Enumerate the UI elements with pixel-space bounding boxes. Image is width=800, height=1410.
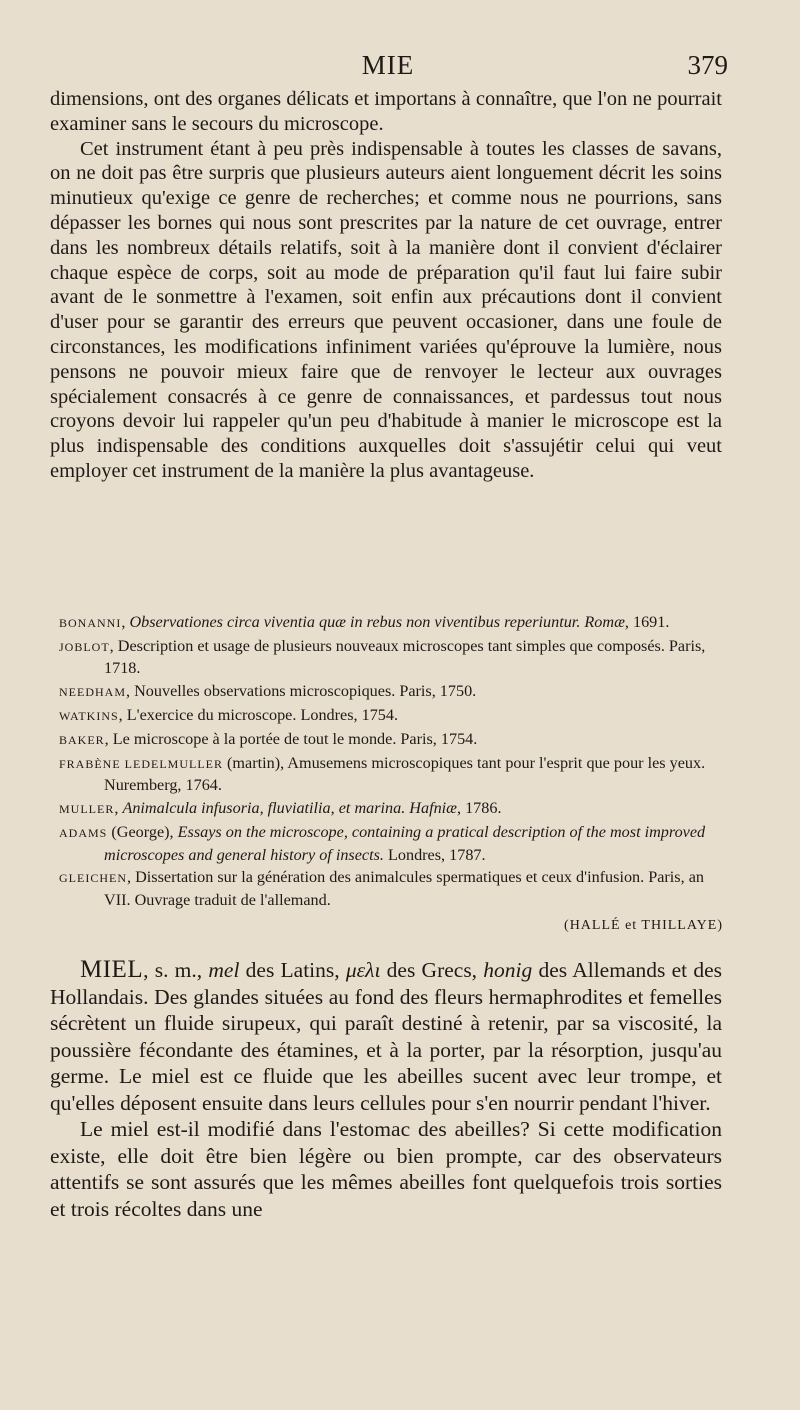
bib-author: BAKER [59, 733, 105, 748]
bib-author: MULLER [59, 802, 115, 817]
bibliography-entry: MULLER, Animalcula infusoria, fluviatilia, et marina. Hafniæ, 1786. [59, 799, 502, 818]
bibliography-entry [59, 822, 723, 866]
greek-term: μελι [345, 958, 381, 982]
bibliography-entry [59, 729, 723, 751]
greek-note: des Grecs, [380, 958, 484, 982]
bib-details: Londres, 1787. [383, 845, 486, 864]
bib-details: , 1786. [456, 799, 502, 818]
bibliography [59, 612, 723, 937]
bib-details: , Nouvelles observations microscopiques. Paris, 1750. [126, 682, 477, 701]
bibliography-entry [59, 681, 723, 703]
bib-details: , L'exercice du microscope. Londres, 1754. [118, 706, 399, 725]
bib-author: FRABÈNE LEDELMULLER [59, 756, 223, 771]
bib-pre: (George), [107, 823, 178, 842]
bib-author: BONANNI [59, 616, 122, 630]
bibliography-entry [59, 636, 723, 680]
bibliography-entry [59, 705, 723, 727]
running-title: MIE [361, 50, 415, 80]
main-text-section [50, 87, 722, 484]
miel-definition [50, 957, 722, 1116]
bib-title: Essays on the microscope, containing a pratical description of the most improved microscopes and general history of insects. [104, 823, 706, 864]
bib-details: , Description et usage de plusieurs nouveaux microscopes tant simples que composés. Paris, 1718. [104, 636, 706, 678]
latin-note: des Latins, [239, 958, 346, 982]
bibliography-entry [59, 867, 723, 911]
bibliography-entry [59, 753, 723, 797]
bib-author: WATKINS [59, 709, 119, 724]
headword: MIEL [80, 956, 144, 983]
running-head [48, 50, 728, 84]
bib-details: , 1691. [624, 613, 670, 631]
bib-author: ADAMS [59, 826, 108, 841]
bib-author: JOBLOT [59, 639, 110, 654]
stomach-question-paragraph: Le miel est-il modifié dans l'estomac des abeilles? Si cette modification existe, elle doit être bien légère ou bien prompte, car des observateurs attentifs se sont assurés que les mêmes abeilles font quelquefois trois sorties et trois récoltes dans une [50, 1117, 722, 1221]
bib-details: , Dissertation sur la génération des animalcules spermatiques et ceux d'infusion. Paris, an VII. Ouvrage traduit de l'allemand. [104, 868, 704, 909]
german-term: honig [483, 958, 533, 982]
bib-author: NEEDHAM [59, 685, 126, 700]
bibliography-entry: BONANNI, Observationes circa viventia quæ in rebus non viventibus reperiuntur. Romæ, 1691. [59, 613, 670, 631]
page-number: 379 [687, 50, 728, 80]
latin-term: mel [208, 958, 240, 982]
authors-signature: (HALLÉ et THILLAYE) [564, 918, 723, 934]
grammar-info: , s. m., [143, 958, 209, 982]
microscope-paragraph: Cet instrument étant à peu près indispensable à toutes les classes de savans, on ne doit pas être surpris que plusieurs auteurs aient longuement décrit les soins minutieux qu'exige ce genre de recherches; et comme nous ne pourrions, sans dépasser les bornes qui nous sont prescrites par la nature de cet ouvrage, entrer dans les nombreux détails relatifs, soit à la manière dont il convient d'éclairer chaque espèce de corps, soit au mode de préparation qu'il faut lui faire subir avant de le sonmettre à l'examen, soit enfin aux précautions dont il convient d'user pour se garantir des erreurs que peuvent occasioner, dans une foule de circonstances, les modifications infiniment variées qu'éprouve la lumière, nous pensons ne pouvoir mieux faire que de renvoyer le lecteur aux ouvrages spécialement consacrés à ce genre de connaissances, et pardessus tout nous croyons devoir lui rappeler qu'un peu d'habitude à manier le microscope est la plus indispensable des conditions auxquelles doit s'assujétir celui qui veut employer cet instrument de la manière la plus avantageuse. [50, 137, 722, 482]
bib-title: Observationes circa viventia quæ in rebus non viventibus reperiuntur. Romæ [129, 613, 625, 631]
bib-details: (martin), Amusemens microscopiques tant pour l'esprit que pour les yeux. Nuremberg, 1764. [104, 753, 706, 795]
bib-title: Animalcula infusoria, fluviatilia, et marina. Hafniæ [122, 799, 457, 818]
continuation-paragraph: dimensions, ont des organes délicats et importans à connaître, que l'on ne pourrait examiner sans le secours du microscope. [50, 88, 722, 135]
bib-author: GLEICHEN [59, 871, 127, 886]
miel-entry [50, 957, 722, 1222]
definition-text: des Allemands et des Hollandais. Des glandes situées au fond des fleurs hermaphrodites et femelles sécrètent un fluide sirupeux, qui paraît destiné à retenir, par sa viscosité, la poussière fécondante des étamines, et à la porter, par la résorption, jusqu'au germe. Le miel est ce fluide que les abeilles sucent avec leur trompe, et qu'elles déposent ensuite dans leurs cellules pour s'en nourrir pendant l'hiver. [50, 958, 722, 1115]
bib-details: , Le microscope à la portée de tout le monde. Paris, 1754. [104, 730, 478, 749]
